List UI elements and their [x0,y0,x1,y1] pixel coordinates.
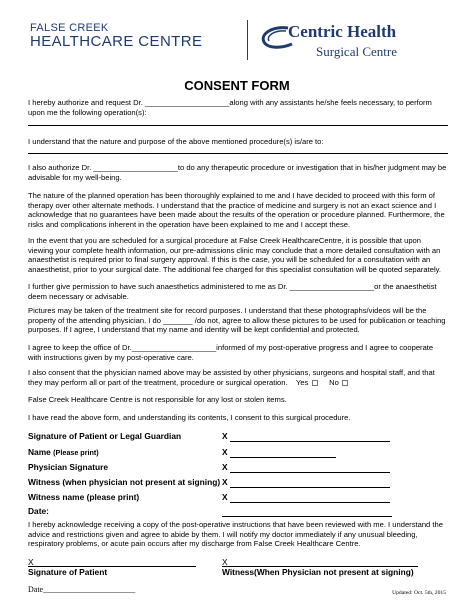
no-label: No [329,377,339,387]
yes-label: Yes [296,377,309,387]
paragraph-read-form: I have read the above form, and understanding its contents, I consent to this surgical procedure. [28,413,351,422]
sig-mark-name: X [222,447,228,457]
sig-label-witness: Witness (when physician not present at signing) [28,477,221,487]
sig-line-witness[interactable] [230,487,390,488]
assisted-consent-text: I also consent that the physician named above may be assisted by other physicians, surgeons and hospital staff, and that they may perform all or part of the treatment, procedure or surgical operation. [28,368,435,387]
sig-line-witness-name[interactable] [230,502,390,503]
paragraph-authorize: I hereby authorize and request Dr. ____________________along with any assistants he/she feels necessary, to perform upon me the following operation(s): [28,98,432,117]
paragraph-anaesthetist: In the event that you are scheduled for a surgical procedure at False Creek HealthcareCentre, it is possible that upon viewing your complete health information, our pre-admissions clinic may conclude that a more detailed consultation with an anaesthetist is required prior to final surgery approval. If this is the case, you will be scheduled for a consultation with an anaesthetist, prior to your surgical date. The additional fee charged for this specialist consultation will be quoted separately. [28,236,441,274]
date-colon: : [46,506,49,516]
paragraph-anaesthetics: I further give permission to have such anaesthetics administered to me as Dr. ____________________or the anaesthetist deem necessary or advisable. [28,282,437,301]
sig-mark-witness: X [222,477,228,487]
updated-date: Updated: Oct. 5th, 2015 [392,590,446,596]
paragraph-also-authorize: I also authorize Dr. ____________________to do any therapeutic procedure or investigation that in his/her judgment may be advisable for my well-being. [28,163,447,182]
sig-mark-physician: X [222,462,228,472]
sig-line-name[interactable] [230,457,336,458]
sig-label-witness-name: Witness name (please print) [28,492,140,502]
paragraph-planned-operation: The nature of the planned operation has been thoroughly explained to me and I have decided to proceed with this form of therapy over other alternate methods. I understand that the practice of medicine and surgery is not an exact science and I acknowledge that no guarantees have been made about the results of the operation or procedure planned. Furthermore, the risks and complications inherent in the operation have been explained to me and I accept these. [28,191,445,229]
paragraph-post-op-progress: I agree to keep the office of Dr.____________________informed of my post-operative progress and I agree to cooperate with instructions given by my post-operative care. [28,343,434,362]
paragraph-pictures: Pictures may be taken of the treatment site for record purposes. I understand that these photographs/videos will be the property of the attending physician. I do _______ /do not, agree to allow these pictures to be used for publication or teaching purposes. If I agree, I understand that my name and identity will be kept confidential and protected. [28,306,446,335]
centric-health-logo [258,22,458,62]
sig-line-physician[interactable] [230,472,390,473]
false-creek-logo [30,22,240,50]
no-checkbox[interactable] [342,380,348,386]
logo-divider [247,20,248,60]
sig-label-date [28,506,49,516]
paragraph-assisted-consent [28,368,448,387]
sig-label-name [28,447,99,457]
bottom-witness-label: Witness(When Physician not present at signing) [222,567,414,577]
name-label: Name [28,447,54,457]
paragraph-lost-items: False Creek Healthcare Centre is not responsible for any lost or stolen items. [28,395,287,404]
sig-label-patient-guardian: Signature of Patient or Legal Guardian [28,431,182,441]
bottom-right-mark: X [222,557,228,567]
paragraph-acknowledge: I hereby acknowledge receiving a copy of the post-operative instructions that have been reviewed with me. I understand the advice and restrictions given and agree to abide by them. I will notify my doctor immediately if any unusual bleeding, respiratory problems, or acute pain occurs after my discharge from False Creek Healthcare Centre. [28,520,443,549]
name-label-hint: (Please print) [53,448,99,457]
sig-mark-patient-guardian: X [222,431,228,441]
paragraph-nature-purpose: I understand that the nature and purpose of the above mentioned procedure(s) is/are to: [28,137,324,146]
sig-mark-witness-name: X [222,492,228,502]
sig-line-date[interactable] [222,516,392,517]
right-logo-line1: Centric Health [288,22,397,41]
yes-checkbox[interactable] [312,380,318,386]
page-title: CONSENT FORM [184,78,290,93]
sig-label-physician: Physician Signature [28,462,109,472]
bottom-left-mark: X [28,557,34,567]
operation-line[interactable] [28,125,448,126]
purpose-line[interactable] [28,153,448,154]
date-label: Date [28,506,47,516]
left-logo-line1: FALSE CREEK [30,22,109,34]
right-logo-line2: Surgical Centre [316,44,397,59]
bottom-patient-label: Signature of Patient [28,567,108,577]
bottom-date-field[interactable]: Date_______________________ [28,585,136,594]
sig-line-patient-guardian[interactable] [230,441,390,442]
left-logo-line2: HEALTHCARE CENTRE [30,33,203,50]
